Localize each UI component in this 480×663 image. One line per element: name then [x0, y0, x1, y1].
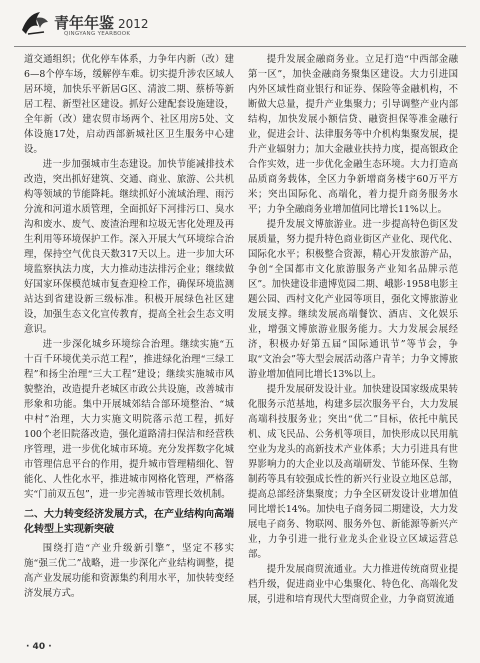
left-column	[24, 52, 234, 601]
paragraph: 进一步加强城市生态建设。加快节能减排技术改造，突出抓好建筑、交通、商业、旅游、公共机构等领域的节能降耗。继续抓好小流域治理、雨污分流和河道水质管理，全面抓好下河排污口、臭水沟和废水、废气、废渣治理和垃圾无害化处理及再生利用等环境保护工作。深入开展大气环境综合治理，保持空气优良天数317天以上。进一步加大环境监察执法力度，大力推动违法排污企业；继续做好国家环保模范城市复查迎检工作，确保环境监测站达到省建设新三级标准。积极开展绿色社区建设，加强生态文化宣传教育，提高全社会生态文明意识。	[24, 159, 234, 335]
yearbook-brand: 青年年鉴	[54, 14, 115, 32]
paragraph: 提升发展金融商务业。立足打造“中西部金融第一区”，加快金融商务聚集区建设。大力引进国内外区域性商业银行和证券、保险等金融机构，不断做大总量，提升产业集聚力；引导调整产业内部结构，加快发展小额信贷、融资担保等准金融行业，促进会计、法律服务等中介机构集聚发展，提升产业辐射力；加大金融业扶持力度，提高银政企合作实效，进一步优化金融生态环境。大力打造高品质商务载体，全区力争新增商务楼宇60万平方米；突出国际化、高端化，着力提升商务服务水平；力争全融商务业增加值同比增长11%以上。	[248, 54, 458, 215]
yearbook-title	[54, 12, 149, 33]
yearbook-year: 2012	[118, 17, 149, 31]
yearbook-subtitle: QINGYANG YEARBOOK	[64, 31, 131, 37]
section-heading: 二、大力转变经济发展方式，在产业结构向高端化转型上实现新突破	[24, 509, 234, 535]
paragraph: 提升发展文博旅游业。进一步提高特色街区发展质量，努力提升特色商业街区产业化、现代化、国际化水平；积极整合资源，精心开发旅游产品，争创“全国都市文化旅游服务产业知名品牌示范区”。加快建设非遗博览园二期、峨影·1958电影主题公园、西村文化产业园等项目，强化文博旅游业发展支撑。继续发展高端餐饮、酒店、文化娱乐业，增强文博旅游业服务能力。大力发展会展经济，积极办好第五届“国际通讯节”等节会，争取“文治会”等大型会展活动落户青羊；力争文博旅游业增加值同比增长13%以上。	[248, 219, 458, 380]
page-header	[14, 6, 466, 46]
paragraph: 提升发展商贸流通业。大力推进传统商贸业提档升级，促进商业中心集聚化、特色化、高端化发展，引进和培育现代大型商贸企业，力争商贸流通	[248, 564, 458, 605]
paragraph: 提升发展研发设计业。加快建设国家级成果转化服务示范基地，构建多层次服务平台，大力发展高端科技服务业；突出“优二”目标，依托中航民机、成飞民品、公务机等项目，加快形成以民用航空业为龙头的高新技术产业体系；大力引进具有世界影响力的大企业以及高端研发、节能环保、生物制药等具有较强成长性的新兴行业设立地区总部，提高总部经济集聚度；力争全区研发设计业增加值同比增长14%。加快电子商务园二期建设，大力发展电子商务、物联网、服务外包、新能源等新兴产业，力争引进一批行业龙头企业设立区域运营总部。	[248, 384, 458, 560]
page-number: · 40 ·	[26, 642, 52, 652]
right-column	[248, 52, 458, 607]
paragraph: 道交通组织；优化停车体系，力争年内新（改）建6—8个停车场，缓解停车难。切实提升涉农区域人居环境，加快乐平新居G区、清波二期、蔡桥等新居工程、新型社区建设。抓好公建配套设施建设，全年新（改）建农贸市场两个、社区用房5处、文体设施17处，启动西部新城社区卫生服务中心建设。	[24, 54, 234, 155]
yearbook-logo-icon	[18, 8, 52, 38]
header-divider	[14, 46, 466, 47]
paragraph: 进一步深化城乡环境综合治理。继续实施“五十百千环境优美示范工程”，推进绿化治理“三绿工程”和扬尘治理“三大工程”建设；继续实施城市风貌整治，改造提升老城区市政公共设施，改善城市形象和功能。集中开展城郊结合部环境整治、“城中村”治理，大力实施文明院落示范工程，抓好100个老旧院落改造，强化道路清扫保洁和经营秩序管理，进一步优化城市环境。充分发挥数字化城市管理信息平台的作用，提升城市管理精细化、智能化、人性化水平，推进城市网格化管理，严格落实“门前双五包”，进一步完善城市管理长效机制。	[24, 339, 234, 500]
paragraph: 围绕打造“产业升级新引擎”，坚定不移实施“强三优二”战略，进一步深化产业结构调整，提高产业发展功能和资源集约利用水平，加快转变经济发展方式。	[24, 543, 234, 599]
